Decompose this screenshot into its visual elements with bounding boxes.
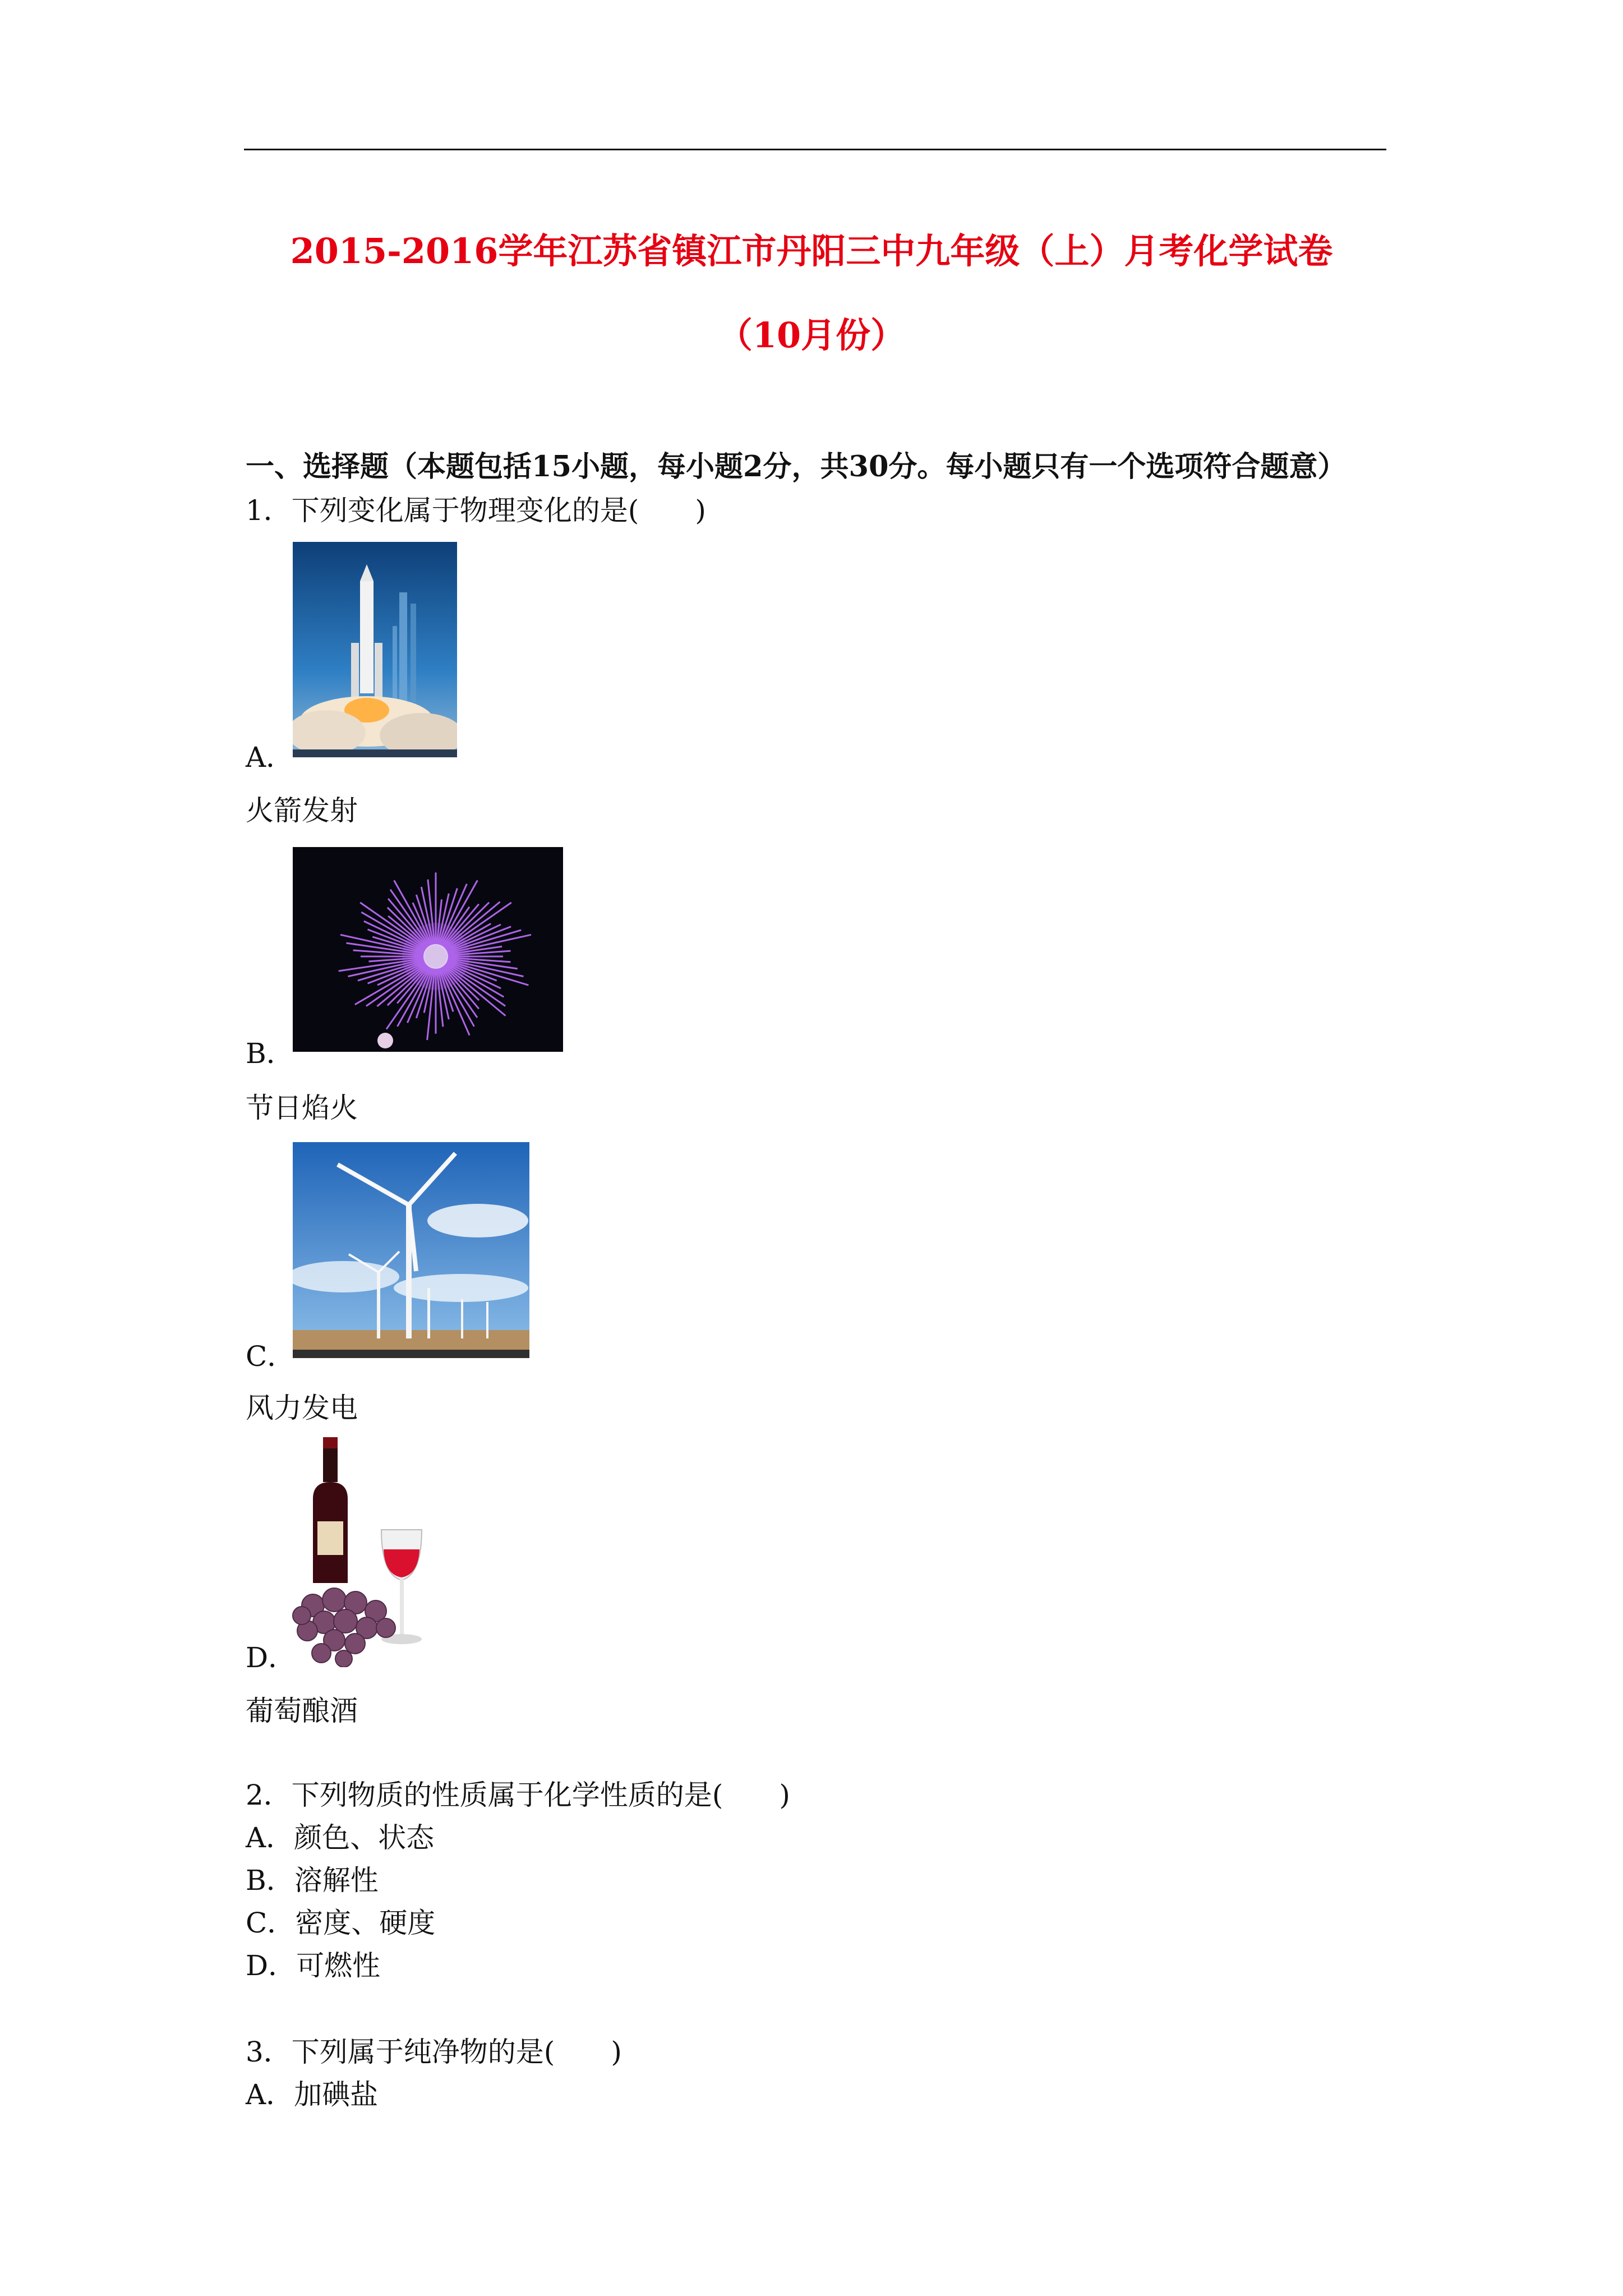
option-a-letter: A． <box>246 741 294 774</box>
option-b-caption: 节日焰火 <box>246 1092 358 1124</box>
question-3-stem: 3．下列属于纯净物的是( ) <box>246 2036 622 2068</box>
option-a-caption: 火箭发射 <box>246 794 358 827</box>
paper-title: 2015-2016学年江苏省镇江市丹阳三中九年级（上）月考化学试卷 <box>290 231 1333 272</box>
option-d-caption: 葡萄酿酒 <box>246 1695 358 1727</box>
question-2-option-d: D．可燃性 <box>246 1949 381 1982</box>
rocket-launch-image <box>293 542 457 757</box>
question-2-option-a: A．颜色、状态 <box>246 1821 435 1854</box>
question-2-option-b: B．溶解性 <box>246 1864 379 1897</box>
option-b-letter: B． <box>246 1037 294 1070</box>
paper-subtitle: （10月份） <box>717 315 906 356</box>
question-3-option-a: A．加碘盐 <box>246 2078 379 2111</box>
wind-turbine-image <box>293 1142 529 1358</box>
question-2-stem: 2．下列物质的性质属于化学性质的是( ) <box>246 1779 790 1811</box>
option-c-letter: C． <box>246 1340 296 1373</box>
fireworks-image <box>293 847 563 1052</box>
wine-grapes-image <box>291 1437 436 1667</box>
section-heading: 一、选择题（本题包括15小题，每小题2分，共30分。每小题只有一个选项符合题意） <box>246 450 1347 484</box>
question-2-option-c: C．密度、硬度 <box>246 1907 436 1939</box>
option-c-caption: 风力发电 <box>246 1392 358 1424</box>
question-1-stem: 1．下列变化属于物理变化的是( ) <box>246 494 706 527</box>
header-rule <box>244 149 1386 150</box>
option-d-letter: D． <box>246 1641 297 1674</box>
